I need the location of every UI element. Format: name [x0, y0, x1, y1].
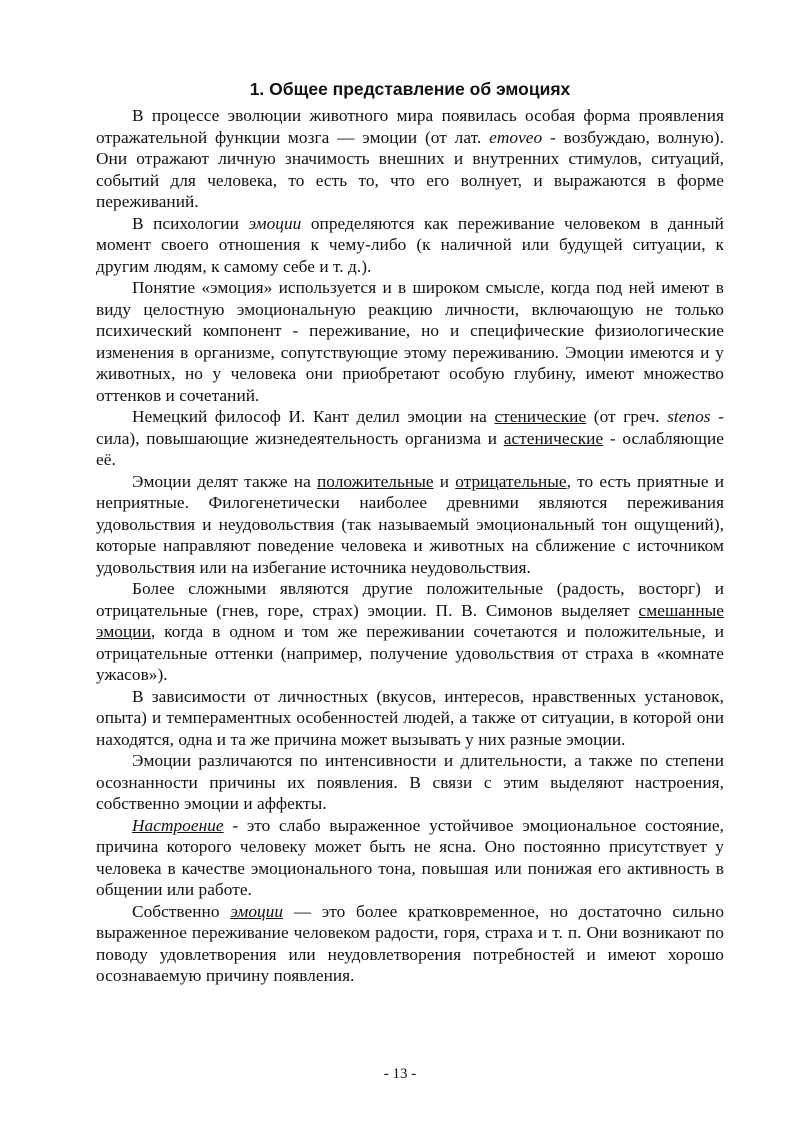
page-number: - 13 -	[383, 1066, 417, 1082]
paragraph-kant: Немецкий философ И. Кант делил эмоции на стенические (от греч. stenos - сила), повышающие жизнедеятельность организма и астенические - ослабляющие её.	[96, 407, 724, 469]
paragraph-broad-sense: Понятие «эмоция» используется и в широком смысле, когда под ней имеют в виду целостную эмоциональную реакцию личности, включающую не только психический компонент - переживание, но и специфические физиологические изменения в организме, сопутствующие этому переживанию. Эмоции имеются и у животных, но у человека они приобретают особую глубину, имеют множество оттенков и сочетаний.	[96, 278, 724, 405]
paragraph-definition: В психологии эмоции определяются как переживание человеком в данный момент своего отношения к чему-либо (к наличной или будущей ситуации, к другим людям, к самому себе и т. д.).	[96, 213, 724, 276]
paragraph-positive-negative: Эмоции делят также на положительные и отрицательные, то есть приятные и неприятные. Филогенетически наиболее древними являются переживания удовольствия и неудовольствия (так называемый эмоциональный тон ощущений), которые направляют поведение человека и животных на сближение с источником удовольствия или на избегание источника неудовольствия.	[96, 471, 724, 577]
term-negative: отрицательные	[455, 471, 567, 491]
term-mood: Настроение	[132, 815, 224, 835]
term-mixed-emotions: смешанные эмоции	[96, 600, 724, 641]
paragraph-mixed: Более сложными являются другие положительные (радость, восторг) и отрицательные (гнев, горе, страх) эмоции. П. В. Симонов выделяет смешанные эмоции, когда в одном и том же переживании сочетаются и положительные, и отрицательные оттенки (например, получение удовольствия от страха в «комнате ужасов»).	[96, 579, 724, 684]
paragraph-dependence: В зависимости от личностных (вкусов, интересов, нравственных установок, опыта) и темпераментных особенностей людей, а также от ситуации, в которой они находятся, одна и та же причина может вызывать у них разные эмоции.	[96, 686, 724, 749]
term-sthenic: стенические	[494, 407, 587, 426]
paragraph-intensity: Эмоции различаются по интенсивности и длительности, а также по степени осознанности причины их появления. В связи с этим выделяют настроения, собственно эмоции и аффекты.	[96, 751, 724, 813]
latin-term: emoveo	[489, 127, 543, 147]
section-title: 1. Общее представление об эмоциях	[249, 79, 571, 99]
term-asthenic: астенические	[503, 428, 604, 448]
paragraph-evolution: В процессе эволюции животного мира появилась особая форма проявления отражательной функции мозга — эмоции (от лат. emoveo - возбуждаю, волную). Они отражают личную значимость внешних и внутренних стимулов, ситуаций, событий для человека, то есть то, что его волнует, и выражаются в форме переживаний.	[96, 106, 724, 211]
greek-term: stenos	[667, 407, 711, 426]
paragraph-emotions-proper: Собственно эмоции — это более кратковременное, но достаточно сильно выраженное переживание человеком радости, горя, страха и т. п. Они возникают по поводу удовлетворения или неудовлетворения потребностей и имеют хорошо осознаваемую причину появления.	[96, 901, 725, 985]
term-positive: положительные	[316, 471, 434, 491]
paragraph-mood: Настроение - это слабо выраженное устойчивое эмоциональное состояние, причина которого человеку может быть не ясна. Оно постоянно присутствует у человека в качестве эмоционального тона, повышая или понижая его активность в общении или работе.	[96, 815, 724, 899]
term-emotions: эмоции	[248, 213, 302, 233]
term-emotions-proper: эмоции	[230, 901, 284, 921]
